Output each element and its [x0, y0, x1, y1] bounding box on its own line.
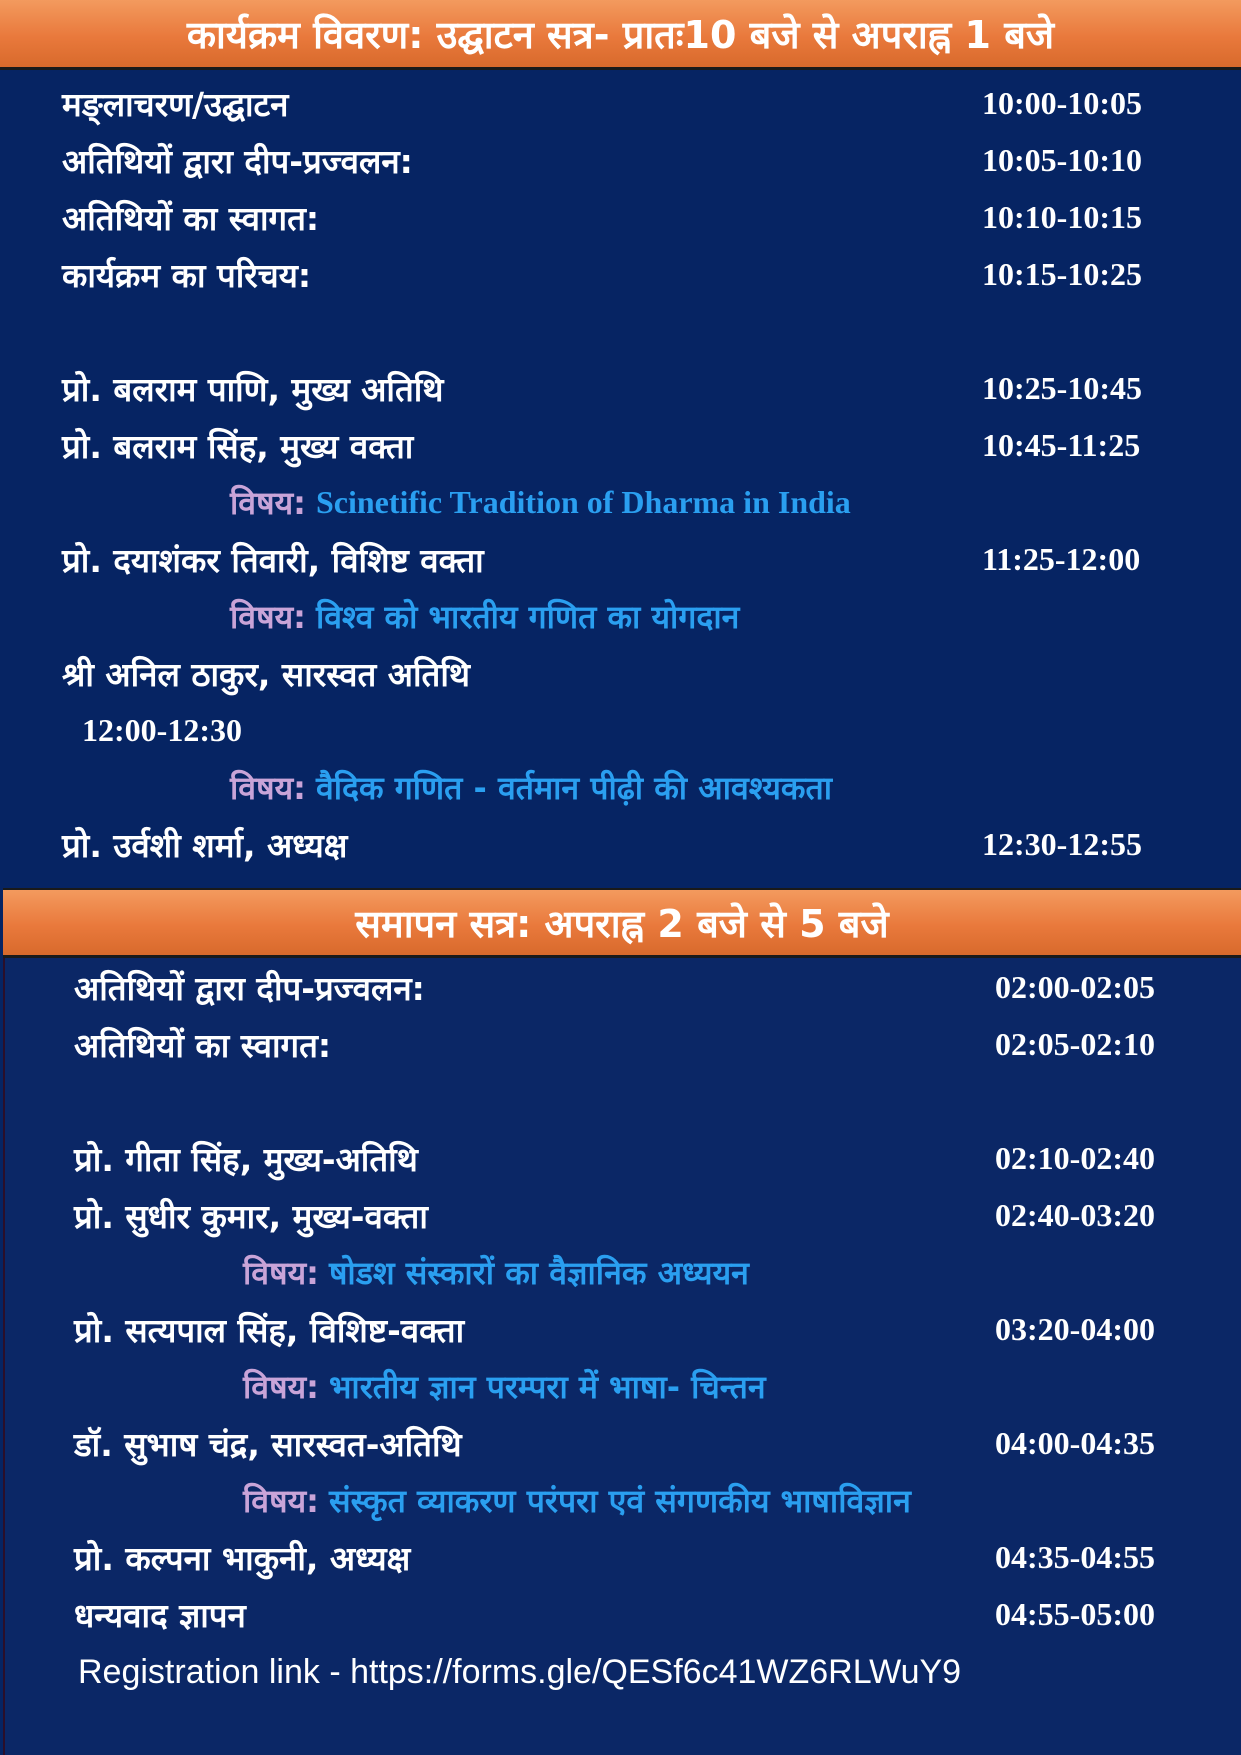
topic-label: विषय: — [243, 1367, 319, 1406]
session2-row-label: अतिथियों द्वारा दीप-प्रज्वलन: — [74, 968, 425, 1008]
session2-row-label: प्रो. कल्पना भाकुनी, अध्यक्ष — [74, 1538, 411, 1578]
session1-heading: कार्यक्रम विवरण: उद्घाटन सत्र- प्रातः10 बजे से अपराह्न 1 बजे — [0, 0, 1241, 70]
session1-row-time: 10:45-11:25 — [982, 426, 1141, 463]
session1-row-time: 11:25-12:00 — [982, 540, 1141, 577]
session2-row-time: 03:20-04:00 — [995, 1310, 1155, 1347]
topic-value: संस्कृत व्याकरण परंपरा एवं संगणकीय भाषाविज्ञान — [328, 1481, 911, 1520]
session2-row-label: प्रो. सुधीर कुमार, मुख्य-वक्ता — [74, 1196, 428, 1236]
session1-topic — [230, 591, 739, 641]
session1-row-time: 12:00-12:30 — [82, 711, 242, 748]
session1-row-label: कार्यक्रम का परिचय: — [62, 255, 312, 295]
session2-row-time: 04:00-04:35 — [995, 1424, 1155, 1461]
topic-value: विश्व को भारतीय गणित का योगदान — [315, 597, 740, 636]
session2-row-time: 02:10-02:40 — [995, 1139, 1155, 1176]
session2-row-time: 02:05-02:10 — [995, 1025, 1155, 1062]
session1-row-time: 10:05-10:10 — [982, 141, 1142, 178]
session2-row-time: 02:00-02:05 — [995, 968, 1155, 1005]
topic-label: विषय: — [230, 768, 306, 807]
session2-heading: समापन सत्र: अपराह्न 2 बजे से 5 बजे — [3, 888, 1241, 958]
session1-row-label: अतिथियों द्वारा दीप-प्रज्वलन: — [62, 141, 413, 181]
session1-row-time: 12:30-12:55 — [982, 825, 1142, 862]
session2-topic — [243, 1247, 749, 1297]
session2-row-label: डॉ. सुभाष चंद्र, सारस्वत-अतिथि — [74, 1424, 462, 1464]
session1-row-label: प्रो. दयाशंकर तिवारी, विशिष्ट वक्ता — [62, 540, 484, 580]
session2-row-time: 02:40-03:20 — [995, 1196, 1155, 1233]
session1-row-label: प्रो. बलराम सिंह, मुख्य वक्ता — [62, 426, 414, 466]
session2-row-time: 04:35-04:55 — [995, 1538, 1155, 1575]
session1-topic — [230, 477, 851, 527]
session1-row-label: अतिथियों का स्वागत: — [62, 198, 320, 238]
session1-row-time: 10:25-10:45 — [982, 369, 1142, 406]
topic-value: Scinetific Tradition of Dharma in India — [315, 483, 851, 520]
topic-label: विषय: — [230, 483, 306, 522]
session1-row-time: 10:10-10:15 — [982, 198, 1142, 235]
session1-row-label: प्रो. उर्वशी शर्मा, अध्यक्ष — [62, 825, 348, 865]
session1-row-time: 10:15-10:25 — [982, 255, 1142, 292]
session2-row-time: 04:55-05:00 — [995, 1595, 1155, 1632]
session2-row-label: प्रो. सत्यपाल सिंह, विशिष्ट-वक्ता — [74, 1310, 465, 1350]
session1-row-label: श्री अनिल ठाकुर, सारस्वत अतिथि — [62, 654, 470, 694]
registration-link[interactable]: Registration link - https://forms.gle/QESf6c41WZ6RLWuY9 — [78, 1652, 962, 1691]
session2-row-label: धन्यवाद ज्ञापन — [74, 1595, 246, 1635]
session2-row-label: अतिथियों का स्वागत: — [74, 1025, 332, 1065]
session1-row-label: मङ्लाचरण/उद्घाटन — [62, 84, 289, 124]
topic-value: षोडश संस्कारों का वैज्ञानिक अध्ययन — [328, 1253, 749, 1292]
session2-row-label: प्रो. गीता सिंह, मुख्य-अतिथि — [74, 1139, 418, 1179]
topic-label: विषय: — [243, 1253, 319, 1292]
topic-value: भारतीय ज्ञान परम्परा में भाषा- चिन्तन — [328, 1367, 766, 1406]
topic-label: विषय: — [230, 597, 306, 636]
session2-topic — [243, 1475, 911, 1525]
session1-topic — [230, 762, 832, 812]
topic-value: वैदिक गणित - वर्तमान पीढ़ी की आवश्यकता — [315, 768, 832, 807]
session1-row-label: प्रो. बलराम पाणि, मुख्य अतिथि — [62, 369, 444, 409]
session2-topic — [243, 1361, 766, 1411]
topic-label: विषय: — [243, 1481, 319, 1520]
session1-row-time: 10:00-10:05 — [982, 84, 1142, 121]
